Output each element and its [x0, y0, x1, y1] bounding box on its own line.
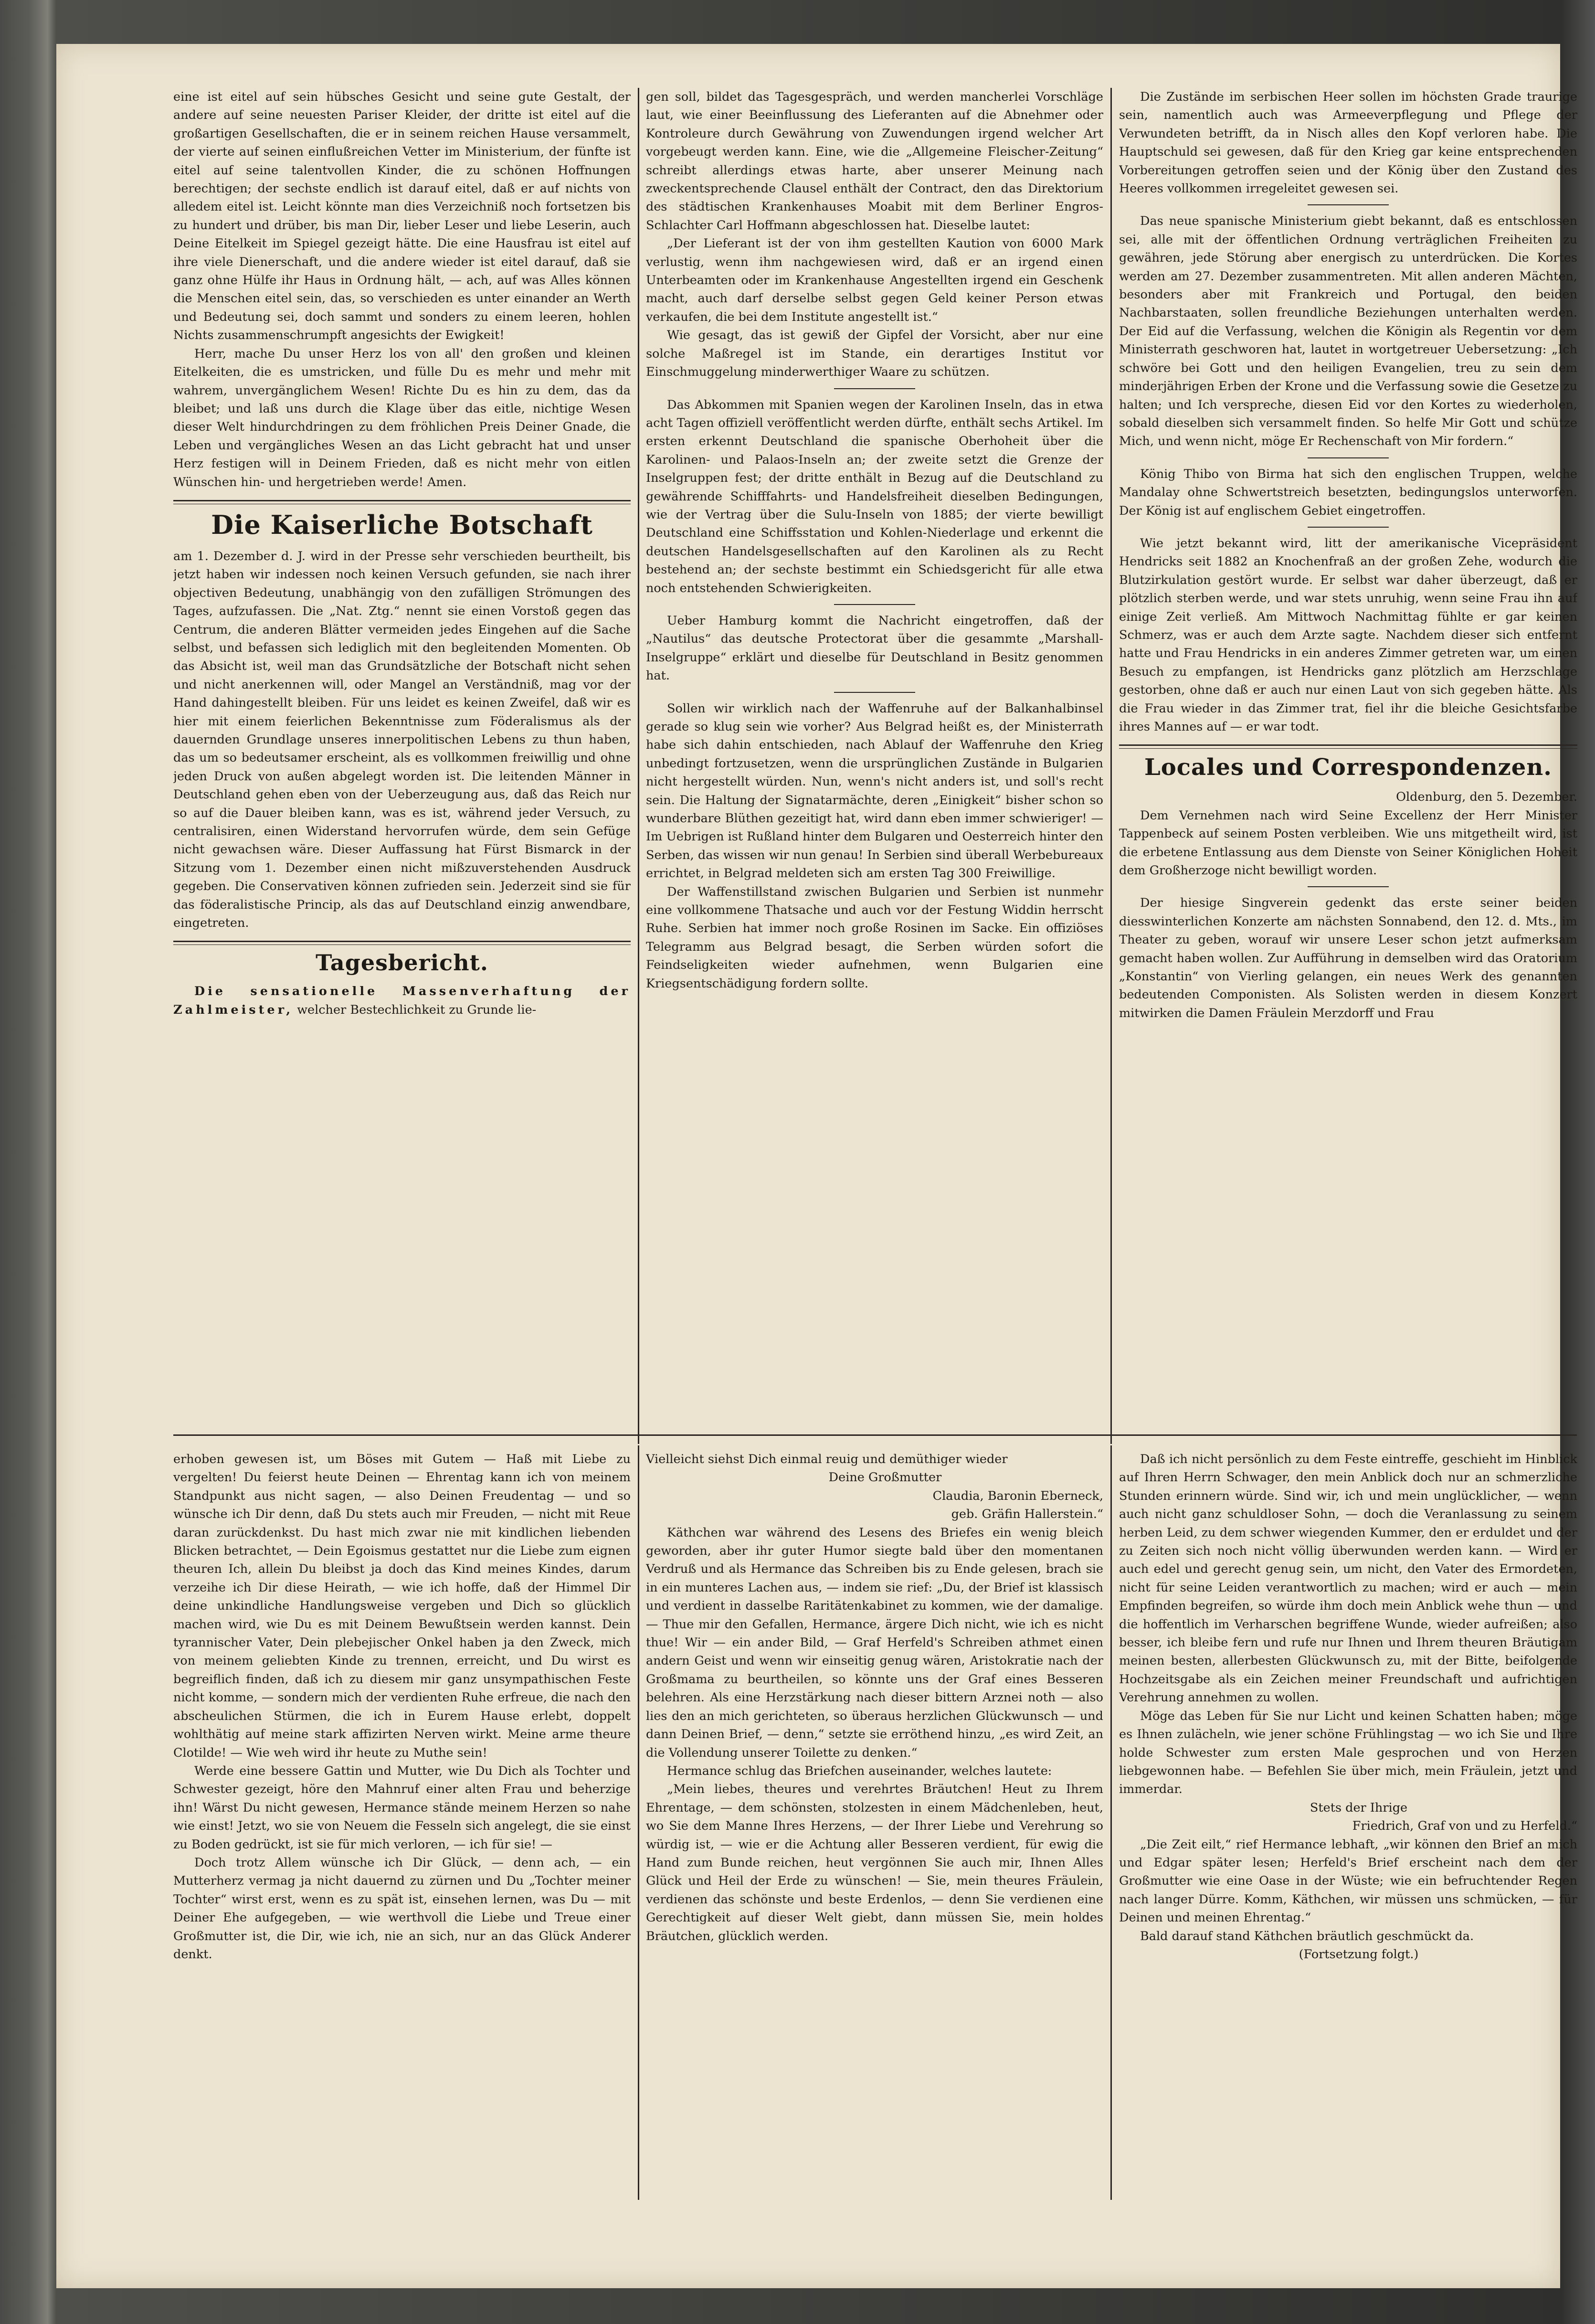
article-text: Wie gesagt, das ist gewiß der Gipfel der Vorsicht, aber nur eine solche Maßregel ist im Stande, ein derartiges Institut vor Einschmuggelung minderwerthiger Waare zu schützen. — [646, 328, 1103, 380]
story-text: Doch trotz Allem wünsche ich Dir Glück, — denn ach, — ein Mutterherz vermag ja nicht dauernd zu zürnen und Du „Tochter meiner Tochter“ wirst erst, wenn es zu spät ist, einsehen lernen, was Du — mit Deiner Ehe aufgegeben, — wie werthvoll die Liebe und Treue einer Großmutter ist, die Dir, wie ich, nie an sich, nur an das Glück Anderer denkt. — [173, 1855, 631, 1962]
column-rule — [1110, 88, 1112, 1444]
article-text: „Der Lieferant ist der von ihm gestellten Kaution von 6000 Mark verlustig, wenn ihm nachgewiesen wird, daß er an irgend einen Unterbeamten oder im Krankenhause Angestellten irgend ein Geschenk macht, auch darf derselbe selbst gegen Geld keiner Person etwas verkaufen, die bei dem Institute angestellt ist.“ — [646, 236, 1103, 324]
feuilleton-separator — [173, 1434, 1577, 1436]
highlight-text: Die sensationelle Massenverhaftung der Zahlmeister, — [173, 984, 631, 1017]
column-rule — [638, 1445, 639, 2200]
letter-closing: geb. Gräfin Hallerstein.“ — [951, 1507, 1103, 1522]
article-divider — [1308, 204, 1389, 205]
letter-signature: Friedrich, Graf von und zu Herfeld.“ — [1352, 1819, 1577, 1834]
column-rule — [638, 88, 639, 1444]
column-rule — [1110, 1445, 1112, 2200]
article-text: welcher Bestechlichkeit zu Grunde lie- — [297, 1002, 537, 1017]
article-text: eine ist eitel auf sein hübsches Gesicht und seine gute Gestalt, der andere auf seine neuesten Pariser Kleider, der dritte ist eitel auf die großartigen Gesellschaften, die er in seinem reichen Hause versammelt, der vierte auf seinen einflußreichen Vetter im Ministerium, der fünfte ist eitel auf seine talentvollen Kinder, die zu schönen Hoffnungen berechtigen; der sechste endlich ist darauf eitel, daß er auf nichts von alledem eitel ist. Leicht könnte man dies Verzeichniß noch fortsetzen bis zu hundert und drüber, bis man Dir, lieber Leser und liebe Leserin, auch Deine Eitelkeit im Spiegel gezeigt hätte. Die eine Hausfrau ist eitel auf ihre viele Dienerschaft, und die andere wieder ist eitel darauf, daß sie ganz ohne Hülfe ihr Haus in Ordnung hält, — ach, auf was Alles können die Menschen eitel sein, das, so verschieden es unter einander an Werth und Bedeutung sei, doch sammt und sonders zu einem leeren, hohlen Nichts zusammenschrumpft angesichts der Ewigkeit! — [173, 90, 631, 343]
lower-column-2 — [646, 1450, 1103, 2195]
lower-column-1 — [173, 1450, 631, 2195]
article-divider — [1308, 886, 1389, 887]
article-divider — [1308, 527, 1389, 528]
article-text: Das Abkommen mit Spanien wegen der Karolinen Inseln, das in etwa acht Tagen offiziell veröffentlicht werden dürfte, enthält sechs Artikel. Im ersten erkennt Deutschland die spanische Oberhoheit über die Karolinen- und Palaos-Inseln an; der zweite setzt die Grenze der Inselgruppen fest; der dritte enthält in Bezug auf die Deutschland zu gewährende Schifffahrts- und Handelsfreiheit dieselben Bedingungen, wie der Vertrag über die Sulu-Inseln von 1885; der vierte bewilligt Deutschland eine Schiffsstation und Kohlen-Niederlage und erkennt die deutschen Handelsgesellschaften auf den Karolinen als zu Recht bestehend an; der sechste bestimmt ein Schiedsgericht für alle etwa noch entstehenden Schwierigkeiten. — [646, 397, 1103, 595]
letter-closing: Claudia, Baronin Eberneck, — [932, 1488, 1103, 1503]
article-text: Der Waffenstillstand zwischen Bulgarien und Serbien ist nunmehr eine vollkommene Thatsache und auch vor der Festung Widdin herrscht Ruhe. Serbien hat immer noch große Rosinen im Sacke. Ein offiziöses Telegramm aus Belgrad besagt, die Serben würden sofort die Feindseligkeiten wieder aufnehmen, wenn Bulgarien eine Kriegsentschädigung fordern sollte. — [646, 884, 1103, 991]
article-divider — [834, 692, 915, 693]
newspaper-page — [56, 44, 1577, 2288]
article-text: Herr, mache Du unser Herz los von all' den großen und kleinen Eitelkeiten, die es umstricken, und fülle Du es mehr und mehr mit wahrem, unvergänglichem Wesen! Richte Du es hin zu dem, das da bleibet; und laß uns durch die Klage über das eitle, nichtige Wesen dieser Welt hindurchdringen zu dem fröhlichen Preis Deiner Gnade, die Leben und vergängliches Wesen an das Licht gebracht hat und unser Herz festigen will in Deinem Frieden, daß es nicht mehr von eitlen Wünschen hin- und hergetrieben werde! Amen. — [173, 346, 631, 489]
story-text: Werde eine bessere Gattin und Mutter, wie Du Dich als Tochter und Schwester gezeigt, höre den Mahnruf einer alten Frau und beherzige ihn! Wärst Du nicht gewesen, Hermance stände meinem Herzen so nahe wie einst! Jetzt, wo sie von Neuem die Fesseln sich angelegt, die sie einst zu Boden gedrückt, ist sie für mich verloren, — ich für sie! — — [173, 1763, 631, 1852]
article-text: am 1. Dezember d. J. wird in der Presse sehr verschieden beurtheilt, bis jetzt haben wir indessen noch keinen Versuch gefunden, sie nach ihrer objectiven Bedeutung, unabhängig von den zufälligen Strömungen des Tages, aufzufassen. Die „Nat. Ztg.“ nennt sie einen Vorstoß gegen das Centrum, die anderen Blätter vermeiden jedes Eingehen auf die Sache selbst, und befassen sich lediglich mit den begleitenden Momenten. Ob das Absicht ist, weil man das Grundsätzliche der Botschaft nicht sehen und nicht anerkennen will, oder Mangel an Verständniß, mag vor der Hand dahingestellt bleiben. Für uns leidet es keinen Zweifel, daß wir es hier mit einem feierlichen Bekenntnisse zum Föderalismus als der dauernden Grundlage unseres innerpolitischen Lebens zu thun haben, das um so bedeutsamer erscheint, als es vollkommen freiwillig und ohne jeden Druck von außen abgelegt worden ist. Die leitenden Männer in Deutschland gehen eben von der Ueberzeugung aus, daß das Reich nur so auf die Dauer bleiben kann, was es ist, während jeder Versuch, zu centralisiren, einen Widerstand hervorrufen würde, dem sein Gefüge nicht gewachsen wäre. Dieser Auffassung hat Fürst Bismarck in der Sitzung vom 1. Dezember einen nicht mißzuverstehenden Ausdruck gegeben. Die Conservativen können zufrieden sein. Jederzeit sind sie für das föderalistische Princip, als das auf Deutschland einzig anwendbare, eingetreten. — [173, 549, 631, 931]
upper-column-3 — [1119, 88, 1577, 1434]
article-text: Das neue spanische Ministerium giebt bekannt, daß es entschlossen sei, alle mit der öffentlichen Ordnung verträglichen Freiheiten zu gewähren, jede Störung aber energisch zu unterdrücken. Die Kortes werden am 27. Dezember zusammentreten. Mit allen anderen Mächten, besonders aber mit Frankreich und Portugal, den beiden Nachbarstaaten, sollen freundliche Beziehungen unterhalten werden. Der Eid auf die Verfassung, welchen die Königin als Regentin vor dem Ministerrath geschworen hat, lautet in wortgetreuer Uebersetzung: „Ich schwöre bei Gott und den heiligen Evangelien, treu zu sein dem minderjährigen Erben der Krone und die Verfassung sowie die Gesetze zu halten; und Ich verspreche, diesen Eid vor den Kortes zu wiederholen, sobald dieselben sich versammelt finden. So helfe Mir Gott und schütze Mich, und wenn nicht, möge Er Rechenschaft von Mir fordern.“ — [1119, 214, 1577, 449]
article-text: Wie jetzt bekannt wird, litt der amerikanische Vicepräsident Hendricks seit 1882 an Knochenfraß an der großen Zehe, wodurch die Blutzirkulation gestört wurde. Er selbst war daher überzeugt, daß er plötzlich sterben werde, und war stets unruhig, wenn seine Frau ihn auf einige Zeit verließ. Am Mittwoch Nachmittag fühlte er gar keinen Schmerz, was er auch dem Arzte sagte. Nachdem dieser sich entfernt hatte und Frau Hendricks in ein anderes Zimmer getreten war, um einen Besuch zu empfangen, ist Hendricks ganz plötzlich am Herzschlage gestorben, ohne daß er auch nur einen Laut von sich gegeben hätte. Als die Frau wieder in das Zimmer trat, fiel ihr die bleiche Gesichtsfarbe ihres Mannes auf — er war todt. — [1119, 536, 1577, 734]
article-divider — [1308, 457, 1389, 458]
continued-note: (Fortsetzung folgt.) — [1299, 1947, 1419, 1962]
story-text: erhoben gewesen ist, um Böses mit Gutem — Haß mit Liebe zu vergelten! Du feierst heute Deinen — Ehrentag kann ich von meinem Standpunkt aus nicht sagen, — also Deinen Freudentag — und so wünsche ich Dir denn, daß Du stets auch mir Freuden, — nicht mit Reue daran zurückdenkst. Du hast mich zwar nie mit kindlichen liebenden Blicken betrachtet, — Dein Egoismus gestattet nur die Liebe zum eignen theuren Ich, allein Du bleibst ja doch das Kind meines Kindes, darum verzeihe ich Dir diese Heirath, — wie ich hoffe, daß der Himmel Dir deine unkindliche Handlungsweise vergeben und Dich so glücklich machen wird, wie Du es mit Deinem Bewußtsein werden kannst. Dein tyrannischer Vater, Dein plebejischer Onkel haben ja den Zweck, mich von meinem geliebten Kinde zu trennen, erreicht, und Du wirst es begreiflich finden, daß ich zu diesem mir ganz unsympathischen Feste nicht komme, — sondern mich der verdienten Ruhe erfreue, die nach den abscheulichen Stürmen, die ich in Eurem Hause erlebt, doppelt wohlthätig auf meine stark affizirten Nerven wirkt. Meine arme theure Clotilde! — Wie weh wird ihr heute zu Muthe sein! — [173, 1452, 631, 1760]
section-divider — [173, 941, 631, 945]
section-heading: Tagesbericht. — [316, 950, 488, 976]
upper-column-2 — [646, 88, 1103, 1434]
article-divider — [834, 604, 915, 605]
article-text: Sollen wir wirklich nach der Waffenruhe auf der Balkanhalbinsel gerade so klug sein wie vorher? Aus Belgrad heißt es, der Ministerrath habe sich dahin entschieden, nach Ablauf der Waffenruhe den Krieg unbedingt fortzusetzen, wenn die ursprünglichen Zustände in Bulgarien nicht hergestellt würden. Nun, wenn's nicht anders ist, und soll's recht sein. Die Haltung der Signatarmächte, deren „Einigkeit“ bisher schon so wunderbare Blüthen gezeitigt hat, wird dann eben immer schwieriger! — Im Uebrigen ist Rußland hinter dem Bulgaren und Oesterreich hinter den Serben, das wissen wir nun genau! In Serbien sind überall Werbebureaux errichtet, in Belgrad meldeten sich am ersten Tag 300 Freiwillige. — [646, 701, 1103, 881]
article-text: Dem Vernehmen nach wird Seine Excellenz der Herr Minister Tappenbeck auf seinem Posten verbleiben. Wie uns mitgetheilt wird, ist die erbetene Entlassung aus dem Dienste von Seiner Königlichen Hoheit dem Großherzoge nicht bewilligt worden. — [1119, 808, 1577, 878]
dateline: Oldenburg, den 5. Dezember. — [1396, 790, 1577, 805]
story-text: Käthchen war während des Lesens des Briefes ein wenig bleich geworden, aber ihr guter Humor siegte bald über den momentanen Verdruß und als Hermance das Schreiben bis zu Ende gelesen, brach sie in ein munteres Lachen aus, — indem sie rief: „Du, der Brief ist klassisch und verdient in dasselbe Raritätenkabinet zu kommen, wie der damalige. — Thue mir den Gefallen, Hermance, ärgere Dich nicht, wie ich es nicht thue! Wir — ein ander Bild, — Graf Herfeld's Schreiben athmet einen andern Geist und wenn wir einseitig genug wären, Aristokratie nach der Großmama zu beurtheilen, so könnte uns der Graf eines Besseren belehren. Als eine Herzstärkung nach dieser bittern Arznei noth — also lies den an mich gerichteten, so überaus herzlichen Glückwunsch — und dann Deinen Brief, — denn,“ setzte sie erröthend hinzu, „es wird Zeit, an die Vollendung unserer Toilette zu denken.“ — [646, 1525, 1103, 1760]
section-divider — [1119, 744, 1577, 749]
article-text: Ueber Hamburg kommt die Nachricht eingetroffen, daß der „Nautilus“ das deutsche Protectorat über die gesammte „Marshall-Inselgruppe“ erklärt und dieselbe für Deutschland in Besitz genommen hat. — [646, 613, 1103, 683]
story-text: Bald darauf stand Käthchen bräutlich geschmückt da. — [1140, 1929, 1474, 1943]
section-heading: Locales und Correspondenzen. — [1144, 754, 1552, 781]
story-text: Möge das Leben für Sie nur Licht und keinen Schatten haben; möge es Ihnen zulächeln, wie jener schöne Frühlingstag — wo ich Sie und Ihre holde Schwester zum ersten Male gesprochen und von Herzen liebgewonnen habe. — Befehlen Sie über mich, mein Fräulein, jetzt und immerdar. — [1119, 1709, 1577, 1797]
story-text: „Mein liebes, theures und verehrtes Bräutchen! Heut zu Ihrem Ehrentage, — dem schönsten, stolzesten in einem Mädchenleben, heut, wo Sie dem Manne Ihres Herzens, — der Ihrer Liebe und Verehrung so würdig ist, — wie er die Achtung aller Besseren verdient, für ewig die Hand zum Bunde reichen, heut vergönnen Sie auch mir, Ihnen Alles Glück und Heil der Erde zu wünschen! — Sie, mein theures Fräulein, verdienen das schönste und beste Erdenlos, — denn Sie verdienen eine Gerechtigkeit auf dieser Welt giebt, dann müssen Sie, mein holdes Bräutchen, glücklich werden. — [646, 1782, 1103, 1943]
article-text: gen soll, bildet das Tagesgespräch, und werden mancherlei Vorschläge laut, wie einer Beeinflussung des Lieferanten auf die Abnehmer oder Kontroleure durch Gewährung von Zuwendungen irgend welcher Art vorgebeugt werden kann. Eine, wie die „Allgemeine Fleischer-Zeitung“ schreibt allerdings etwas harte, aber unserer Meinung nach zweckentsprechende Clausel enthält der Contract, den das Direktorium des städtischen Krankenhauses Moabit mit dem Berliner Engros-Schlachter Carl Hoffmann abgeschlossen hat. Dieselbe lautet: — [646, 90, 1103, 233]
article-text: Die Zustände im serbischen Heer sollen im höchsten Grade traurige sein, namentlich auch was Armeeverpflegung und Pflege der Verwundeten betrifft, da in Nisch alles den Kopf verloren habe. Die Hauptschuld sei gewesen, daß für den Krieg gar keine entsprechenden Vorbereitungen getroffen seien und der König über den Zustand des Heeres vollkommen irregeleitet gewesen sei. — [1119, 90, 1577, 196]
section-divider — [173, 500, 631, 504]
article-text: Der hiesige Singverein gedenkt das erste seiner beiden diesswinterlichen Konzerte am nächsten Sonnabend, den 12. d. Mts., im Theater zu geben, worauf wir unsere Leser schon jetzt aufmerksam gemacht haben wollen. Zur Aufführung in demselben wird das Oratorium „Konstantin“ von Vierling gelangen, ein neues Werk des genannten bedeutenden Componisten. Als Solisten werden in diesem Konzert mitwirken die Damen Fräulein Merzdorff und Frau — [1119, 896, 1577, 1020]
section-heading: Die Kaiserliche Botschaft — [211, 509, 593, 540]
story-text: „Die Zeit eilt,“ rief Hermance lebhaft, „wir können den Brief an mich und Edgar später lesen; Herfeld's Brief erscheint nach dem der Großmutter wie eine Oase in der Wüste; wie ein befruchtender Regen nach langer Dürre. Komm, Käthchen, wir müssen uns schmücken, — für Deinen und meinen Ehrentag.“ — [1119, 1837, 1577, 1925]
letter-signature: Stets der Ihrige — [1310, 1800, 1408, 1815]
story-text: Daß ich nicht persönlich zu dem Feste eintreffe, geschieht im Hinblick auf Ihren Herrn Schwager, den mein Anblick doch nur an schmerzliche Stunden erinnern würde. Sind wir, ich und mein unglücklicher, — wenn auch nicht ganz schuldloser Sohn, — doch die Veranlassung zu seinem herben Leid, zu dem schwer wiegenden Kummer, den er erduldet und der zu Zeiten sich noch nicht völlig überwunden werden kann. — Wird er auch edel und gerecht genug sein, um nicht, den Vater des Ermordeten, nicht für seine Leiden verantwortlich zu machen; wird er auch — mein Empfinden begreifen, so würde ihm doch mein Anblick wehe thun — und die hoffentlich im Verharschen begriffene Wunde, wieder aufreißen; also besser, ich bleibe fern und rufe nur Ihnen und Ihrem theuren Bräutigam meinen besten, allerbesten Glückwunsch zu, mit der Bitte, beifolgende Hochzeitsgabe als ein Zeichen meiner Freundschaft und aufrichtigen Verehrung annehmen zu wollen. — [1119, 1452, 1577, 1705]
story-text: Hermance schlug das Briefchen auseinander, welches lautete: — [667, 1763, 1052, 1778]
story-text: Vielleicht siehst Dich einmal reuig und demüthiger wieder — [646, 1452, 1008, 1466]
article-divider — [834, 388, 915, 389]
letter-closing: Deine Großmutter — [828, 1470, 942, 1485]
upper-column-1 — [173, 88, 631, 1434]
article-text: König Thibo von Birma hat sich den englischen Truppen, welche Mandalay ohne Schwertstreich besetzten, bedingungslos unterworfen. Der König ist auf englischem Gebiet eingetroffen. — [1119, 467, 1577, 518]
lower-column-3 — [1119, 1450, 1577, 2195]
